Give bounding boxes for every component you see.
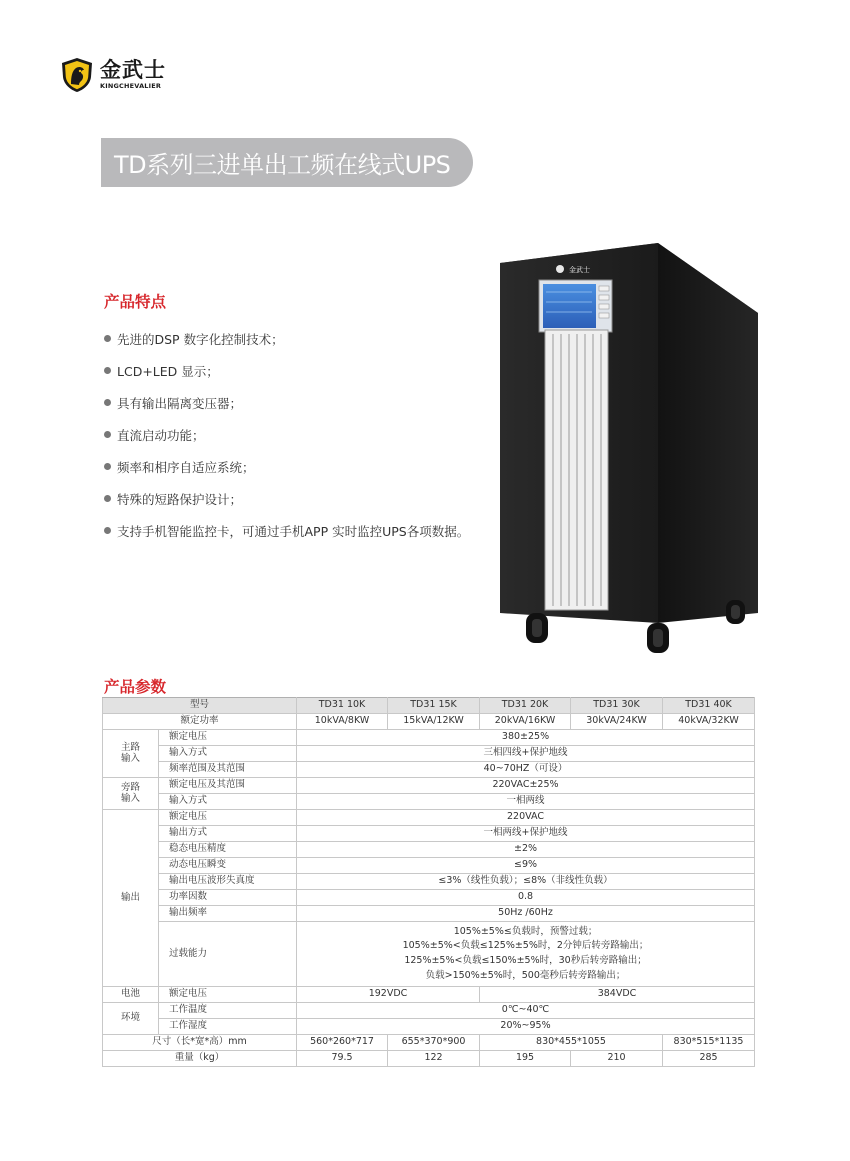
table-cell: 尺寸（长*宽*高）mm — [103, 1035, 297, 1051]
table-row — [103, 874, 755, 890]
table-cell: 20%~95% — [297, 1019, 755, 1035]
table-cell: TD31 20K — [480, 698, 571, 714]
bullet-icon — [104, 367, 111, 374]
overload-line: 105%±5%<负载≤125%±5%时，2分钟后转旁路输出； — [402, 940, 649, 952]
table-cell: 655*370*900 — [388, 1035, 480, 1051]
group-label: 主路 输入 — [103, 730, 159, 778]
table-cell: 输出频率 — [159, 906, 297, 922]
brand-name-cn: 金武士 — [100, 58, 166, 83]
table-cell: 220VAC±25% — [297, 778, 755, 794]
table-cell: ≤3%（线性负载）；≤8%（非线性负载） — [297, 874, 755, 890]
feature-text: 特殊的短路保护设计； — [117, 492, 243, 507]
brand-name-en: KINGCHEVALIER — [100, 82, 162, 91]
table-row — [103, 922, 755, 987]
group-label: 环境 — [103, 1003, 159, 1035]
table-cell: 122 — [388, 1051, 480, 1067]
table-cell: 输出电压波形失真度 — [159, 874, 297, 890]
overload-line: 125%±5%<负载≤150%±5%时，30秒后转旁路输出； — [404, 955, 647, 966]
table-row — [103, 762, 755, 778]
brand-logo — [60, 57, 166, 93]
table-row — [103, 906, 755, 922]
group-label: 旁路 输入 — [103, 778, 159, 810]
bullet-icon — [104, 495, 111, 502]
table-cell: 15kVA/12KW — [388, 714, 480, 730]
feature-item — [104, 426, 469, 458]
table-cell: ≤9% — [297, 858, 755, 874]
table-row — [103, 810, 755, 826]
feature-text: LCD+LED 显示； — [117, 364, 219, 379]
table-cell: 一相两线+保护地线 — [297, 826, 755, 842]
table-cell: 稳态电压精度 — [159, 842, 297, 858]
table-cell: 79.5 — [297, 1051, 388, 1067]
table-row — [103, 698, 755, 714]
page-title-bar — [101, 138, 473, 187]
params-heading: 产品参数 — [104, 678, 167, 696]
feature-text: 先进的DSP 数字化控制技术； — [117, 332, 284, 347]
table-cell: 10kVA/8KW — [297, 714, 388, 730]
bullet-icon — [104, 527, 111, 534]
table-cell: 过载能力 — [159, 922, 297, 987]
table-cell: 40kVA/32KW — [663, 714, 755, 730]
table-cell: 输入方式 — [159, 794, 297, 810]
panel-label: 金武士 — [569, 266, 590, 274]
feature-text: 频率和相序自适应系统； — [117, 460, 255, 475]
table-cell: 额定功率 — [103, 714, 297, 730]
table-cell: 220VAC — [297, 810, 755, 826]
table-row — [103, 730, 755, 746]
group-label: 输出 — [103, 810, 159, 987]
table-cell: 频率范围及其范围 — [159, 762, 297, 778]
ups-cabinet-image — [490, 238, 770, 658]
table-cell: 20kVA/16KW — [480, 714, 571, 730]
table-cell: 额定电压及其范围 — [159, 778, 297, 794]
bullet-icon — [104, 335, 111, 342]
table-cell: 工作湿度 — [159, 1019, 297, 1035]
overload-cell — [297, 922, 755, 987]
table-cell: 40~70HZ（可设） — [297, 762, 755, 778]
table-cell: 输入方式 — [159, 746, 297, 762]
table-cell: 195 — [480, 1051, 571, 1067]
spec-table — [102, 697, 755, 1067]
group-label: 电池 — [103, 987, 159, 1003]
table-cell: 192VDC — [297, 987, 480, 1003]
table-cell: 动态电压瞬变 — [159, 858, 297, 874]
table-row — [103, 842, 755, 858]
knight-shield-icon — [60, 57, 94, 93]
table-cell: 210 — [571, 1051, 663, 1067]
table-cell: 50Hz /60Hz — [297, 906, 755, 922]
feature-text: 支持手机智能监控卡，可通过手机APP 实时监控UPS各项数据。 — [117, 524, 470, 539]
table-cell: TD31 30K — [571, 698, 663, 714]
table-row — [103, 1003, 755, 1019]
table-cell: TD31 15K — [388, 698, 480, 714]
feature-item — [104, 522, 469, 554]
table-row — [103, 746, 755, 762]
table-row — [103, 826, 755, 842]
table-cell: TD31 10K — [297, 698, 388, 714]
feature-list — [104, 330, 469, 554]
table-cell: 830*455*1055 — [480, 1035, 663, 1051]
table-cell: 额定电压 — [159, 987, 297, 1003]
table-cell: 一相两线 — [297, 794, 755, 810]
feature-item — [104, 362, 469, 394]
table-cell: 三相四线+保护地线 — [297, 746, 755, 762]
table-cell: 工作温度 — [159, 1003, 297, 1019]
feature-item — [104, 458, 469, 490]
table-cell: 型号 — [103, 698, 297, 714]
table-cell: 功率因数 — [159, 890, 297, 906]
overload-line: 105%±5%≤负载时，预警过载； — [453, 925, 598, 937]
page-title: TD系列三进单出工频在线式UPS — [114, 151, 451, 179]
table-row — [103, 858, 755, 874]
feature-text: 直流启动功能； — [117, 428, 205, 443]
features-heading: 产品特点 — [104, 293, 167, 311]
table-cell: 0℃~40℃ — [297, 1003, 755, 1019]
feature-item — [104, 330, 469, 362]
bullet-icon — [104, 463, 111, 470]
table-cell: 830*515*1135 — [663, 1035, 755, 1051]
table-cell: 380±25% — [297, 730, 755, 746]
table-row — [103, 714, 755, 730]
feature-item — [104, 490, 469, 522]
overload-line: 负载>150%±5%时，500毫秒后转旁路输出； — [425, 969, 626, 981]
table-cell: 30kVA/24KW — [571, 714, 663, 730]
table-row — [103, 1035, 755, 1051]
bullet-icon — [104, 399, 111, 406]
table-cell: 额定电压 — [159, 730, 297, 746]
table-cell: 285 — [663, 1051, 755, 1067]
table-row — [103, 1051, 755, 1067]
table-row — [103, 1019, 755, 1035]
table-cell: 384VDC — [480, 987, 755, 1003]
bullet-icon — [104, 431, 111, 438]
table-cell: 重量（kg） — [103, 1051, 297, 1067]
table-row — [103, 794, 755, 810]
feature-text: 具有输出隔离变压器； — [117, 396, 243, 411]
table-cell: TD31 40K — [663, 698, 755, 714]
table-cell: 560*260*717 — [297, 1035, 388, 1051]
table-cell: 额定电压 — [159, 810, 297, 826]
feature-item — [104, 394, 469, 426]
table-cell: 0.8 — [297, 890, 755, 906]
table-row — [103, 778, 755, 794]
table-cell: ±2% — [297, 842, 755, 858]
table-row — [103, 890, 755, 906]
table-row — [103, 987, 755, 1003]
table-cell: 输出方式 — [159, 826, 297, 842]
